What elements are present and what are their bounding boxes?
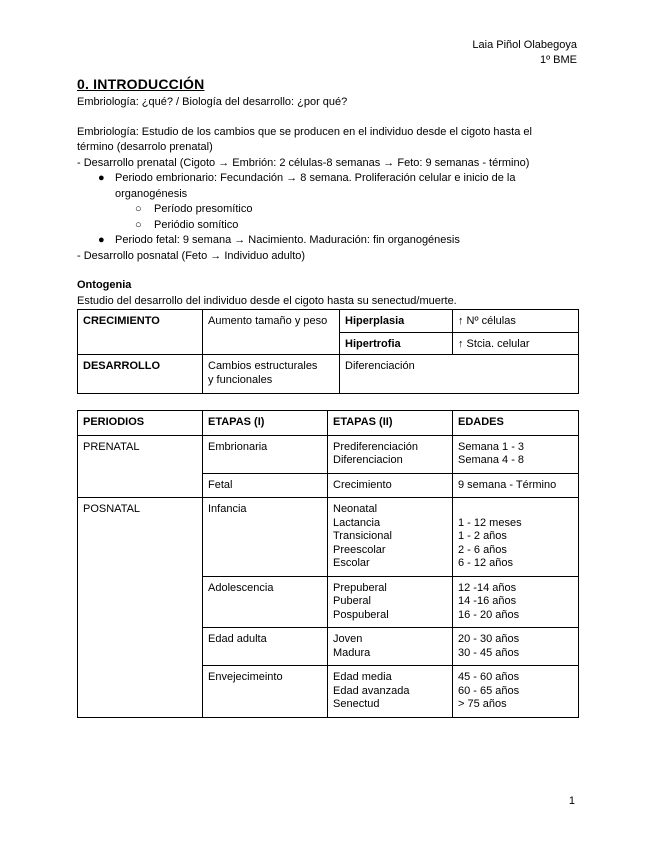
stage-preescolar: Preescolar [333, 543, 386, 556]
stage-pospuberal: Pospuberal [333, 608, 389, 621]
age-joven: 20 - 30 años [458, 633, 520, 645]
cell-hipertrofia-value: ↑ Stcia. celular [453, 332, 579, 355]
stage-edad-avanzada: Edad avanzada [333, 684, 410, 697]
cell-cambios [203, 355, 340, 394]
main-content [77, 76, 580, 718]
cell-adulta-ages [453, 628, 579, 666]
list-item-presomitico [77, 202, 580, 218]
course-label: 1º BME [539, 54, 577, 66]
cell-adolescencia: Adolescencia [203, 576, 328, 628]
stage-diferenciacion: Diferenciacion [333, 454, 403, 466]
list-item-fetal [77, 233, 580, 249]
cell-hiperplasia-value: ↑ Nº células [453, 310, 579, 333]
cell-embrionaria-stages [328, 435, 453, 473]
age-semana-1-3: Semana 1 - 3 [458, 440, 525, 453]
stage-neonatal: Neonatal [333, 503, 378, 515]
bullet-icon: ● [98, 172, 105, 184]
cell-envejecimiento: Envejecimeinto [203, 666, 328, 718]
cambios-line-1: Cambios estructurales [208, 360, 318, 372]
circle-bullet-icon: ○ [135, 218, 142, 231]
stage-madura: Madura [333, 646, 371, 659]
stage-transicional: Transicional [333, 530, 392, 542]
growth-development-table [77, 309, 579, 394]
page-header [472, 38, 577, 68]
cell-diferenciacion: Diferenciación [340, 355, 579, 394]
circle-bullet-icon: ○ [135, 203, 142, 215]
presomitico-text: Período presomítico [154, 203, 253, 215]
age-madura: 30 - 45 años [458, 646, 520, 659]
cell-crecimiento-stage: Crecimiento [328, 473, 453, 498]
age-edad-media: 45 - 60 años [458, 671, 520, 683]
section-subtitle: Embriología: ¿qué? / Biología del desarrollo: ¿por qué? [77, 96, 348, 108]
fetal-text: Periodo fetal: 9 semana → Nacimiento. Maduración: fin organogénesis [115, 234, 460, 246]
list-item-embrionario [77, 171, 580, 202]
cell-edad-adulta: Edad adulta [203, 628, 328, 666]
cell-embrionaria-ages [453, 435, 579, 473]
age-prepuberal: 12 -14 años [458, 581, 517, 594]
cell-infancia-stages [328, 498, 453, 577]
age-escolar: 6 - 12 años [458, 557, 514, 569]
embrionario-line-2: organogénesis [115, 187, 188, 200]
ontogenia-title: Ontogenia [77, 279, 132, 291]
stage-edad-media: Edad media [333, 671, 392, 683]
somitico-text: Periódio somítico [154, 218, 239, 231]
header-edades: EDADES [453, 411, 579, 436]
posnatal-line: - Desarrollo posnatal (Feto → Individuo adulto) [77, 249, 306, 262]
cell-fetal: Fetal [203, 473, 328, 498]
cell-embrionaria: Embrionaria [203, 435, 328, 473]
age-preescolar: 2 - 6 años [458, 543, 507, 556]
cell-hipertrofia: Hipertrofia [340, 332, 453, 355]
age-senectud: > 75 años [458, 698, 507, 710]
stage-senectud: Senectud [333, 698, 380, 710]
prenatal-line: - Desarrollo prenatal (Cigoto → Embrión: 2 células-8 semanas → Feto: 9 semanas - término) [77, 156, 530, 169]
list-item-somitico [77, 218, 580, 234]
cell-adolescencia-stages [328, 576, 453, 628]
cell-adolescencia-ages [453, 576, 579, 628]
age-puberal: 14 -16 años [458, 595, 517, 607]
stage-puberal: Puberal [333, 595, 371, 607]
cell-infancia-ages [453, 498, 579, 577]
age-semana-4-8: Semana 4 - 8 [458, 454, 525, 466]
stage-joven: Joven [333, 633, 363, 645]
periods-table [77, 410, 579, 718]
stage-prediferenciacion: Prediferenciación [333, 440, 418, 453]
cell-envejecimiento-stages [328, 666, 453, 718]
stage-escolar: Escolar [333, 557, 370, 569]
ontogenia-definition: Estudio del desarrollo del individuo desde el cigoto hasta su senectud/muerte. [77, 294, 457, 307]
cell-posnatal: POSNATAL [78, 498, 203, 718]
cambios-line-2: y funcionales [208, 373, 273, 386]
age-pospuberal: 16 - 20 años [458, 608, 520, 621]
section-title: 0. INTRODUCCIÓN [77, 76, 205, 92]
definition-line-1: Embriología: Estudio de los cambios que se producen en el individuo desde el cigoto hasta el [77, 125, 532, 138]
cell-prenatal: PRENATAL [78, 435, 203, 498]
age-lactancia: 1 - 12 meses [458, 516, 522, 529]
author-name: Laia Piñol Olabegoya [472, 39, 577, 51]
cell-adulta-stages [328, 628, 453, 666]
cell-infancia: Infancia [203, 498, 328, 577]
stage-lactancia: Lactancia [333, 516, 381, 529]
definition-line-2: término (desarrolo prenatal) [77, 141, 213, 153]
cell-desarrollo: DESARROLLO [78, 355, 203, 394]
header-etapas-ii: ETAPAS (II) [328, 411, 453, 436]
cell-crecimiento: CRECIMIENTO [78, 310, 203, 355]
header-periodios: PERIODIOS [78, 411, 203, 436]
stage-prepuberal: Prepuberal [333, 581, 387, 594]
age-transicional: 1 - 2 años [458, 530, 507, 542]
bullet-icon: ● [98, 234, 105, 246]
cell-hiperplasia: Hiperplasia [340, 310, 453, 333]
header-etapas-i: ETAPAS (I) [203, 411, 328, 436]
embrionario-line-1: Periodo embrionario: Fecundación → 8 semana. Proliferación celular e inicio de la [115, 172, 516, 184]
cell-aumento: Aumento tamaño y peso [203, 310, 340, 355]
page-number: 1 [568, 795, 575, 807]
cell-fetal-age: 9 semana - Término [453, 473, 579, 498]
cell-envejecimiento-ages [453, 666, 579, 718]
age-edad-avanzada: 60 - 65 años [458, 684, 520, 697]
